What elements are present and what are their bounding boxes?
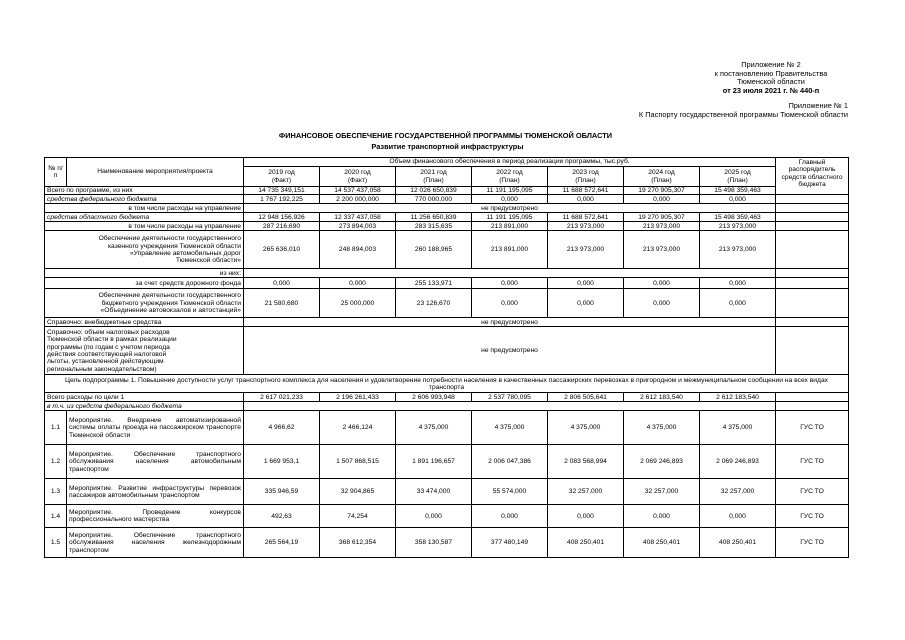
- cell-value: 0,000: [472, 289, 548, 318]
- not-provided: не предусмотрено: [244, 318, 776, 327]
- row-label: Обеспечение деятельности государственного бюджетного учреждения Тюменской области «Объединение автовокзалов и автостанций»: [45, 289, 244, 318]
- row-regional-management: [45, 222, 849, 231]
- cell-value: 0,000: [700, 505, 776, 528]
- cell-value: 55 574,000: [472, 479, 548, 505]
- row-tax-expenses: [45, 327, 849, 375]
- row-label: средства областного бюджета: [45, 213, 244, 222]
- cell-value: 0,000: [472, 195, 548, 204]
- header-volume: Объем финансового обеспечения в период реализации программы, тыс.руб.: [244, 158, 776, 167]
- cell-empty: [776, 269, 849, 278]
- row-federal-management: [45, 204, 849, 213]
- row-including-federal: [45, 402, 849, 411]
- cell-value: 0,000: [624, 195, 700, 204]
- year-header: [320, 167, 396, 187]
- row-goal-total: [45, 393, 849, 402]
- cell-value: 0,000: [396, 505, 472, 528]
- cell-value: 15 498 359,463: [700, 187, 776, 195]
- cell-empty: [776, 222, 849, 231]
- cell-value: 11 256 650,839: [396, 213, 472, 222]
- row-road-fund: [45, 278, 849, 289]
- row-total: [45, 187, 849, 195]
- row-roads-institution: [45, 231, 849, 269]
- cell-value: 11 191 195,095: [472, 187, 548, 195]
- year-kind: (План): [651, 176, 672, 184]
- cell-value: 0,000: [624, 289, 700, 318]
- header-manager: Главный распорядитель средств областного бюджета: [776, 158, 849, 195]
- year-kind: (План): [499, 176, 520, 184]
- cell-value: 335 946,59: [244, 479, 320, 505]
- cell-value: 0,000: [320, 278, 396, 289]
- cell-value: 2 196 261,433: [320, 393, 396, 402]
- cell-value: 21 580,680: [244, 289, 320, 318]
- cell-value: 377 480,149: [472, 528, 548, 558]
- cell-empty: [776, 204, 849, 213]
- appendix-2-line: Приложение № 2: [741, 60, 801, 69]
- cell-value: 0,000: [548, 289, 624, 318]
- table-row: [45, 505, 849, 528]
- row-label: в том числе расходы на управление: [45, 222, 244, 231]
- measure-manager: ГУС ТО: [776, 445, 849, 479]
- cell-value: 248 894,003: [320, 231, 396, 269]
- finance-table: [44, 157, 849, 558]
- measure-num: 1.4: [45, 505, 67, 528]
- cell-value: 287 216,690: [244, 222, 320, 231]
- cell-value: 408 250,401: [548, 528, 624, 558]
- cell-value: 492,63: [244, 505, 320, 528]
- goal-text: Цель подпрограммы 1. Повышение доступности услуг транспортного комплекса для населения и удовлетворение потребности населения в качественных пассажирских перевозках в пригородном и межмуниципальном сообщении на всех видах транспорта: [45, 375, 849, 393]
- document-subtitle: Развитие транспортной инфраструктуры: [371, 142, 524, 151]
- cell-empty: [776, 402, 849, 411]
- cell-value: 0,000: [700, 195, 776, 204]
- cell-value: 11 191 195,095: [472, 213, 548, 222]
- cell-value: 213 973,000: [548, 231, 624, 269]
- row-label: из них:: [45, 269, 244, 278]
- row-bus-stations-institution: [45, 289, 849, 318]
- measure-manager: ГУС ТО: [776, 411, 849, 445]
- cell-value: 4 966,62: [244, 411, 320, 445]
- cell-value: 1 767 192,225: [244, 195, 320, 204]
- cell-value: 283 315,635: [396, 222, 472, 231]
- cell-value: 0,000: [472, 505, 548, 528]
- measure-name: Мероприятие. Обеспечение транспортного обслуживания населения железнодорожным транспортом: [67, 528, 244, 558]
- cell-value: 33 474,000: [396, 479, 472, 505]
- cell-value: 25 000,000: [320, 289, 396, 318]
- cell-empty: [776, 213, 849, 222]
- cell-empty: [776, 393, 849, 402]
- not-provided: не предусмотрено: [244, 327, 776, 375]
- cell-value: 0,000: [700, 289, 776, 318]
- cell-value: 408 250,401: [624, 528, 700, 558]
- table-row: [45, 445, 849, 479]
- cell-value: 358 130,587: [396, 528, 472, 558]
- cell-value: 2 083 568,994: [548, 445, 624, 479]
- row-label: Обеспечение деятельности государственного казенного учреждения Тюменской области «Управление автомобильных дорог Тюменской области»: [45, 231, 244, 269]
- cell-value: 1 507 868,515: [320, 445, 396, 479]
- cell-value: 273 894,003: [320, 222, 396, 231]
- row-label: Всего расходы по цели 1: [45, 393, 244, 402]
- year-kind: (План): [423, 176, 444, 184]
- row-label: Всего по программе, из них: [45, 187, 244, 195]
- year-header: [244, 167, 320, 187]
- year-label: 2022 год: [496, 169, 523, 177]
- row-label: за счет средств дорожного фонда: [45, 278, 244, 289]
- cell-value: 32 904,865: [320, 479, 396, 505]
- row-label: средства федерального бюджета: [45, 195, 244, 204]
- cell-value: 2 606 993,948: [396, 393, 472, 402]
- cell-value: 213 973,000: [700, 222, 776, 231]
- cell-value: 2 069 246,893: [700, 445, 776, 479]
- row-goal: [45, 375, 849, 393]
- cell-empty: [244, 402, 776, 411]
- appendix-2-line: к постановлению Правительства: [714, 68, 828, 78]
- measure-name: Мероприятие. Развитие инфраструктуры перевозок пассажиров автомобильным транспортом: [67, 479, 244, 505]
- cell-empty: [244, 269, 776, 278]
- cell-value: 213 973,000: [624, 222, 700, 231]
- cell-empty: [776, 278, 849, 289]
- year-header: [472, 167, 548, 187]
- cell-value: 32 257,000: [700, 479, 776, 505]
- not-provided: не предусмотрено: [244, 204, 776, 213]
- cell-value: 260 188,965: [396, 231, 472, 269]
- cell-value: 32 257,000: [624, 479, 700, 505]
- cell-value: 4 375,000: [396, 411, 472, 445]
- measure-name: Мероприятие. Внедрение автоматизированной системы оплаты проезда на пассажирском транспорте Тюменской области: [67, 411, 244, 445]
- header-num: № п/п: [45, 158, 67, 187]
- row-label: Справочно: внебюджетные средства: [45, 318, 244, 327]
- cell-value: 213 973,000: [700, 231, 776, 269]
- row-label: в том числе расходы на управление: [45, 204, 244, 213]
- cell-value: 11 688 572,641: [548, 187, 624, 195]
- measure-manager: ГУС ТО: [776, 505, 849, 528]
- year-label: 2021 год: [420, 169, 447, 177]
- row-of-them: [45, 269, 849, 278]
- cell-value: 1 669 953,1: [244, 445, 320, 479]
- year-header: [396, 167, 472, 187]
- appendix-1-header: [639, 102, 848, 119]
- measure-num: 1.2: [45, 445, 67, 479]
- cell-value: 0,000: [244, 278, 320, 289]
- cell-value: 0,000: [472, 278, 548, 289]
- cell-value: 2 612 183,540: [624, 393, 700, 402]
- cell-empty: [776, 231, 849, 269]
- measure-num: 1.3: [45, 479, 67, 505]
- cell-value: 2 612 183,540: [700, 393, 776, 402]
- row-label: в т.ч. из средств федерального бюджета: [45, 402, 244, 411]
- cell-value: 368 612,354: [320, 528, 396, 558]
- year-kind: (План): [575, 176, 596, 184]
- measure-name: Мероприятие. Проведение конкурсов профессионального мастерства: [67, 505, 244, 528]
- cell-value: 4 375,000: [700, 411, 776, 445]
- year-label: 2024 год: [648, 169, 675, 177]
- cell-value: 4 375,000: [548, 411, 624, 445]
- cell-value: 265 636,010: [244, 231, 320, 269]
- cell-empty: [776, 289, 849, 318]
- year-label: 2023 год: [572, 169, 599, 177]
- cell-value: 2 806 505,641: [548, 393, 624, 402]
- cell-value: 12 948 156,926: [244, 213, 320, 222]
- year-label: 2019 год: [268, 169, 295, 177]
- row-label: Справочно: объем налоговых расходов Тюменской области в рамках реализации программы (по годам с учетом периода действия соответствующей налоговой льготы, установленной действующим региональным законодательством): [45, 327, 244, 375]
- cell-value: 14 537 437,058: [320, 187, 396, 195]
- cell-value: 4 375,000: [472, 411, 548, 445]
- cell-value: 2 069 246,893: [624, 445, 700, 479]
- appendix-2-header: [701, 61, 841, 95]
- cell-value: 0,000: [624, 505, 700, 528]
- cell-value: 213 891,000: [472, 231, 548, 269]
- measure-num: 1.5: [45, 528, 67, 558]
- table-row: [45, 411, 849, 445]
- cell-value: 2 537 780,095: [472, 393, 548, 402]
- cell-value: 2 617 021,233: [244, 393, 320, 402]
- cell-value: 2 200 000,000: [320, 195, 396, 204]
- cell-value: 1 891 196,657: [396, 445, 472, 479]
- year-header: [700, 167, 776, 187]
- cell-value: 19 270 905,307: [624, 187, 700, 195]
- appendix-1-line: К Паспорту государственной программы Тюменской области: [638, 109, 848, 119]
- year-kind: (Факт): [347, 176, 368, 184]
- cell-value: 15 498 359,463: [700, 213, 776, 222]
- year-kind: (Факт): [271, 176, 292, 184]
- table-row: [45, 528, 849, 558]
- cell-value: 12 026 650,839: [396, 187, 472, 195]
- cell-value: 0,000: [624, 278, 700, 289]
- row-federal: [45, 195, 849, 204]
- year-header: [548, 167, 624, 187]
- cell-empty: [776, 318, 849, 327]
- cell-value: 213 891,000: [472, 222, 548, 231]
- cell-value: 23 126,670: [396, 289, 472, 318]
- year-kind: (План): [727, 176, 748, 184]
- cell-value: 2 466,124: [320, 411, 396, 445]
- document-title: ФИНАНСОВОЕ ОБЕСПЕЧЕНИЕ ГОСУДАРСТВЕННОЙ ПРОГРАММЫ ТЮМЕНСКОЙ ОБЛАСТИ: [278, 131, 613, 140]
- year-label: 2020 год: [344, 169, 371, 177]
- measure-manager: ГУС ТО: [776, 479, 849, 505]
- cell-value: 4 375,000: [624, 411, 700, 445]
- measure-manager: ГУС ТО: [776, 528, 849, 558]
- row-regional: [45, 213, 849, 222]
- cell-value: 0,000: [548, 195, 624, 204]
- header-row: [45, 158, 849, 167]
- cell-value: 2 006 047,386: [472, 445, 548, 479]
- cell-value: 14 735 349,151: [244, 187, 320, 195]
- measure-num: 1.1: [45, 411, 67, 445]
- measure-name: Мероприятие. Обеспечение транспортного обслуживания населения автомобильным транспортом: [67, 445, 244, 479]
- appendix-1-line: Приложение № 1: [788, 101, 848, 110]
- table-row: [45, 479, 849, 505]
- cell-empty: [776, 327, 849, 375]
- year-header: [624, 167, 700, 187]
- cell-value: 408 250,401: [700, 528, 776, 558]
- cell-value: 255 133,971: [396, 278, 472, 289]
- cell-value: 265 564,19: [244, 528, 320, 558]
- appendix-2-date: от 23 июля 2021 г. № 440-п: [722, 85, 820, 95]
- cell-value: 0,000: [700, 278, 776, 289]
- cell-value: 770 000,000: [396, 195, 472, 204]
- cell-value: 32 257,000: [548, 479, 624, 505]
- cell-value: 213 973,000: [548, 222, 624, 231]
- cell-value: 0,000: [548, 505, 624, 528]
- cell-empty: [776, 195, 849, 204]
- cell-value: 213 973,000: [624, 231, 700, 269]
- header-name: Наименование мероприятия/проекта: [67, 158, 244, 187]
- cell-value: 19 270 905,307: [624, 213, 700, 222]
- cell-value: 12 337 437,058: [320, 213, 396, 222]
- year-label: 2025 год: [724, 169, 751, 177]
- row-extrabudgetary: [45, 318, 849, 327]
- cell-value: 74,254: [320, 505, 396, 528]
- cell-value: 0,000: [548, 278, 624, 289]
- appendix-2-line: Тюменской области: [737, 77, 805, 87]
- cell-value: 11 688 572,641: [548, 213, 624, 222]
